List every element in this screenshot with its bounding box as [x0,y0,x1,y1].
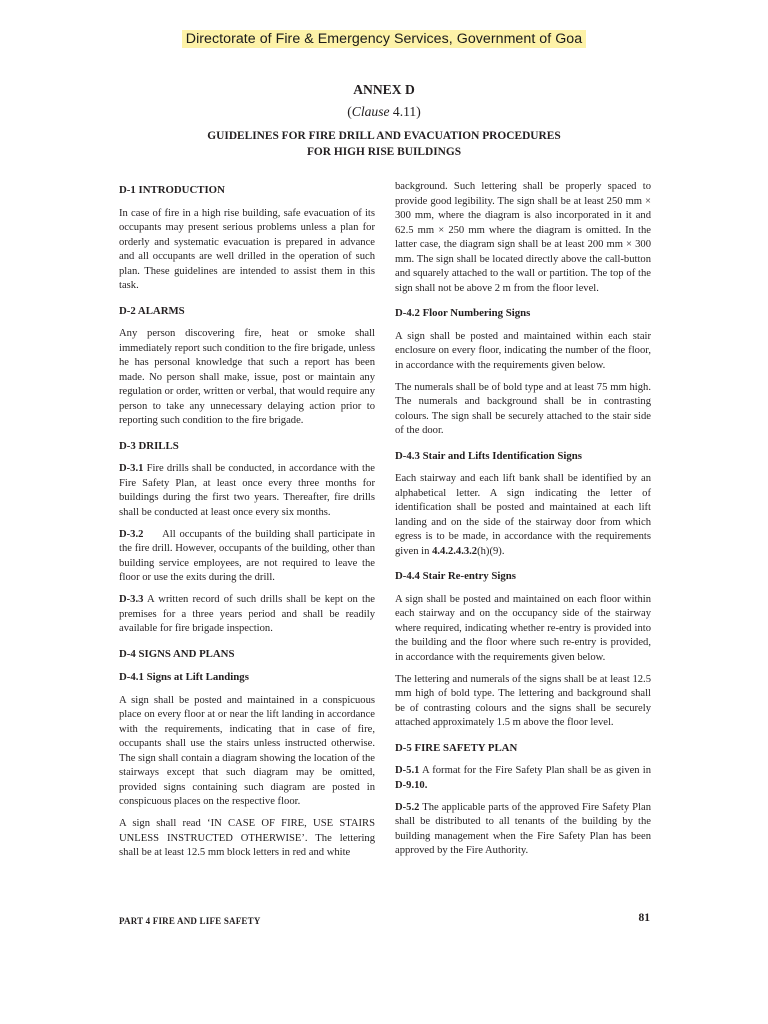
document-title-line2: FOR HIGH RISE BUILDINGS [306,146,462,158]
clause-number: 4.11) [389,104,421,119]
section-heading-d2: D-2 ALARMS [119,304,185,317]
paragraph-d2: Any person discovering fire, heat or smoke shall immediately report such condition to the fire brigade, unless he has personal knowledge that such a report has been made. No person shall make, issue, post or maintain any regulation or order, written or verbal, that would require any person to take any unnecessary delaying action prior to reporting such condition to the fire brigade. [119,328,375,426]
paragraph-d5-2 [395,801,651,859]
clause-label-d3-3: D-3.3 [119,594,144,605]
paragraph-d4-1-sign-text: A sign shall read ‘IN CASE OF FIRE, USE STAIRS UNLESS INSTRUCTED OTHERWISE’. The lettering shall be at least 12.5 mm block letters in red and white [119,818,375,858]
paragraph-d4-4: A sign shall be posted and maintained on each floor within each stairway and on the occupancy side of the stairway where required, indicating whether re-entry is provided into the building and the floor where such re-entry is provided, in accordance with the requirements given below. [395,593,651,663]
cross-reference-4-4-2-4-3-2: 4.4.2.4.3.2 [432,545,478,557]
paragraph-d5-1 [395,764,651,793]
paragraph-d4-2-numerals: The numerals shall be of bold type and at least 75 mm high. The numerals and background shall be in contrasting colours. The sign shall be securely attached to the stair side of the door. [395,381,651,436]
annex-heading: ANNEX D [353,82,415,97]
subsection-heading-d4-1: D-4.1 Signs at Lift Landings [119,671,249,683]
footer-part-label: PART 4 FIRE AND LIFE SAFETY [119,916,261,926]
section-heading-d4: D-4 SIGNS AND PLANS [119,647,235,660]
header-banner: Directorate of Fire & Emergency Services, Government of Goa [182,30,586,48]
left-column [119,180,378,868]
paragraph-d1: In case of fire in a high rise building, safe evacuation of its occupants may present serious problems unless a plan for orderly and systematic evacuation is prepared in advance and all occupants are well drilled in the operation of such plan. These guidelines are intended to assist them in this task. [119,207,375,291]
paragraph-d4-1: A sign shall be posted and maintained in a conspicuous place on every floor at or near the lift landing in accordance with the requirements, indicating that in case of fire, occupants shall use the stairs unless instructed otherwise. The sign shall contain a diagram showing the location of the stairways except that such diagram may be omitted, provided signs containing such diagram are posted in conspicuous places on the respective floor. [119,694,375,807]
clause-text-d5-1: A format for the Fire Safety Plan shall be as given in [419,765,651,776]
section-heading-d3: D-3 DRILLS [119,439,179,452]
document-title [120,128,648,160]
subsection-heading-d4-4: D-4.4 Stair Re-entry Signs [395,570,516,582]
section-heading-d1: D-1 INTRODUCTION [119,184,225,196]
right-column [395,180,651,866]
subsection-heading-d4-3: D-4.3 Stair and Lifts Identification Signs [395,449,582,462]
paragraph-d4-2: A sign shall be posted and maintained within each stair enclosure on every floor, indicating the number of the floor, in accordance with the requirements given below. [395,330,651,371]
clause-text-d3-1: Fire drills shall be conducted, in accordance with the Fire Safety Plan, at least once every three months for buildings during the first two years. Thereafter, fire drills shall be conducted at least once every six months. [119,463,375,518]
clause-label-d3-1: D-3.1 [119,463,144,474]
clause-label-d5-1: D-5.1 [395,765,420,776]
cross-reference-d-9-10: D-9.10. [395,779,428,791]
clause-open: ( [347,104,352,119]
paragraph-d4-1-continued: background. Such lettering shall be properly spaced to provide good legibility. The sign shall be at least 250 mm × 300 mm, where the diagram is also incorporated in it and 62.5 mm × 250 mm where the diagram is omitted. In the latter case, the diagram sign shall be at least 200 mm × 300 mm. The sign shall be located directly above the call-button and squarely attached to the wall or partition. The top of the sign shall not be above 2 m from the floor level. [395,181,651,294]
paragraph-d4-4-lettering: The lettering and numerals of the signs shall be at least 12.5 mm high of bold type. The lettering and background shall be of contrasting colours and the signs shall be securely attached approximately 1.5 m above the floor level. [395,673,651,728]
paragraph-d3-2 [119,528,378,586]
clause-reference [0,104,768,120]
header-banner-wrap [0,30,768,48]
subsection-heading-d4-2: D-4.2 Floor Numbering Signs [395,307,531,319]
page-number: 81 [638,912,650,924]
clause-label-d5-2: D-5.2 [395,801,420,813]
clause-label-d3-2: D-3.2 [119,528,144,540]
paragraph-d4-3-tail: (h)(9). [477,545,505,557]
section-heading-d5: D-5 FIRE SAFETY PLAN [395,741,518,754]
paragraph-d4-3 [395,472,651,559]
clause-word: Clause [351,104,390,119]
paragraph-d3-1 [119,462,375,520]
paragraph-d3-3 [119,593,375,637]
paragraph-d4-3-text: Each stairway and each lift bank shall be identified by an alphabetical letter. A sign indicating the letter of identification shall be posted and maintained at each lift landing and on the side of the stairway door from which egress is to be made, in accordance with the requirements given in [395,473,651,557]
clause-text-d3-2: All occupants of the building shall participate in the fire drill. However, occupants of the building, other than building service employees, are not required to leave the floor or use the exits during the drill. [119,528,378,583]
document-title-line1: GUIDELINES FOR FIRE DRILL AND EVACUATION PROCEDURES [207,130,561,142]
clause-text-d5-2: The applicable parts of the approved Fire Safety Plan shall be distributed to all tenants of the building by the building management when the Fire Safety Plan has been approved by the Fire Authority. [395,801,651,856]
clause-text-d3-3: A written record of such drills shall be kept on the premises for a three years period and shall be readily available for fire brigade inspection. [119,594,375,634]
